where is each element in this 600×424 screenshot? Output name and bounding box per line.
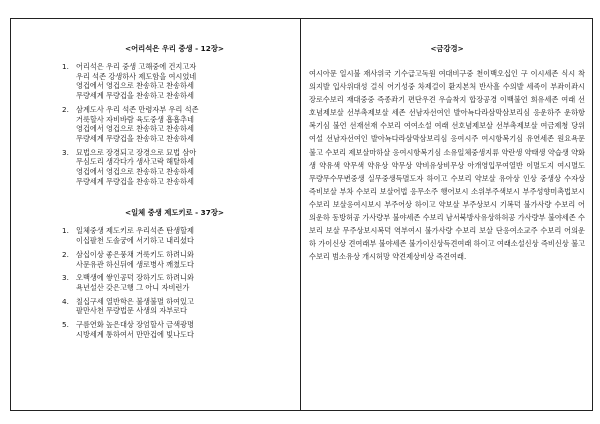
- verse-line: 팔만사천 무량법문 사생의 자부로다: [76, 306, 188, 316]
- verse-line: 무심도리 생각다가 생사고락 해탈하세: [76, 157, 194, 167]
- verse-line: 무량세계 무량겁을 찬송하고 찬송하세: [76, 176, 194, 186]
- verse-item: [62, 297, 287, 316]
- verse-number: 3.: [62, 147, 69, 157]
- verse-number: 4.: [62, 296, 69, 306]
- hymn-title-37: <일체 중생 제도키로 - 37장>: [124, 208, 224, 218]
- hymn-section-37: [62, 208, 287, 339]
- hymn-verse-list: [62, 62, 287, 186]
- hymn-title-12: <어리석은 우리 중생 - 12장>: [124, 44, 224, 53]
- verse-line: 칠십구세 열반학은 불생불멸 하여있고: [76, 296, 194, 306]
- verse-number: 2.: [62, 249, 69, 259]
- verse-line: 우리 석존 강생하사 제도함을 여시었네: [76, 71, 197, 81]
- sutra-title: <금강경>: [430, 44, 464, 53]
- left-column: [62, 44, 287, 343]
- verse-line: 구름연화 높은대상 장엄할사 금색광명: [76, 320, 194, 330]
- verse-item: [62, 62, 287, 101]
- verse-item: [62, 273, 287, 292]
- verse-line: 욕년설산 갖은고행 그 아니 자비런가: [76, 282, 190, 292]
- verse-item: [62, 226, 287, 245]
- verse-line: 거룩할사 자비바람 육도중생 흡흡추네: [76, 114, 194, 124]
- verse-number: 2.: [62, 104, 69, 114]
- verse-item: [62, 320, 287, 339]
- hymn-verse-list: [62, 226, 287, 339]
- right-column: [309, 44, 585, 263]
- verse-item: [62, 105, 287, 144]
- verse-item: [62, 148, 287, 187]
- verse-line: 삼십이상 좋은풍채 거룩키도 하려니와: [76, 249, 194, 259]
- verse-line: 무량세계 무량겁을 찬송하고 찬송하세: [76, 133, 194, 143]
- verse-number: 3.: [62, 273, 69, 283]
- verse-line: 이십팔천 도솔궁에 서기하고 내리셨다: [76, 236, 194, 246]
- verse-line: 시방세계 통하여서 만만겁에 빛나도다: [76, 329, 194, 339]
- verse-number: 1.: [62, 226, 69, 236]
- hymn-section-12: [62, 44, 287, 186]
- verse-line: 일체중생 제도키로 우리석존 탄생할제: [76, 226, 194, 236]
- verse-item: [62, 250, 287, 269]
- verse-line: 영겁에서 영겁으로 찬송하고 찬송하세: [76, 167, 194, 177]
- verse-line: 어리석은 우리 중생 고해중에 건지고자: [76, 62, 197, 71]
- verse-line: 묘법으로 장경되고 장경으로 묘법 삼아: [76, 147, 197, 157]
- verse-number: 1.: [62, 62, 69, 71]
- verse-line: 영겁에서 영겁으로 찬송하고 찬송하세: [76, 124, 194, 134]
- verse-line: 오백생에 쌓인공덕 장하기도 하려니와: [76, 273, 194, 283]
- column-divider: [300, 18, 301, 411]
- sutra-body: 여시아문 일시불 재사위국 기수급고독원 여대비구중 천이백오십인 구 이시세존 식시 착의지발 입사위대성 걸식 어기성중 차제걸이 환지본처 반사흘 수의발 세족이 부좌이좌시 장로수보리 재대중중 즉종좌기 편단우견 우슬착지 합장공경 이백불언 희유세존 여래 선호념제보살 선부촉제보살 세존 선남자선여인 발아뇩다라삼막삼보리심 응운하주 운하항복기심 불언 선재선재 수보리 여여소설 여래 선호념제보살 선부촉제보살 여금제청 당위여설 선남자선여인 발아뇩다라삼막삼보리심 응여시주 여시항복기심 유연세존 원요욕문 불고 수보리 제보살마하살 응여시항복기심 소유일체중생지류 약란생 약태생 약습생 약화생 약유색 약무색 약유상 약무상 약비유상비무상 아개영입무여열반 이멸도지 여시멸도 무량무수무변중생 실무중생득멸도자 하이고 수보리 약보살 유아상 인상 중생상 수자상 즉비보살 부차 수보리 보살어법 응무소주 행어보시 소위부주색보시 부주성향미촉법보시수보리 보살응여시보시 부주어상 하이고 약보살 부주상보시 기복덕 불가사량 수보리 어의운하 동방허공 가사량부 불야세존 수보리 남서북방사유상하허공 가사량부 불야세존 수보리 보살 무주상보시복덕 역부여시 불가사량 수보리 보살 단응여소교주 수보리 어의운하 가이신상 견여래부 불야세존 불가이신상득견여래 하이고 여래소설신상 즉비신상 불고수보리 범소유상 개시허망 약견제상비상 즉견여래.: [309, 69, 585, 262]
- verse-line: 삼계도사 우리 석존 만령자부 우리 석존: [76, 104, 199, 114]
- verse-line: 무량세계 무량겁을 찬송하고 찬송하세: [76, 91, 194, 101]
- verse-number: 5.: [62, 320, 69, 330]
- verse-line: 사문유관 하신뒤에 생로병사 깨쳤도다: [76, 259, 194, 269]
- verse-line: 영겁에서 영겁으로 찬송하고 찬송하세: [76, 81, 194, 91]
